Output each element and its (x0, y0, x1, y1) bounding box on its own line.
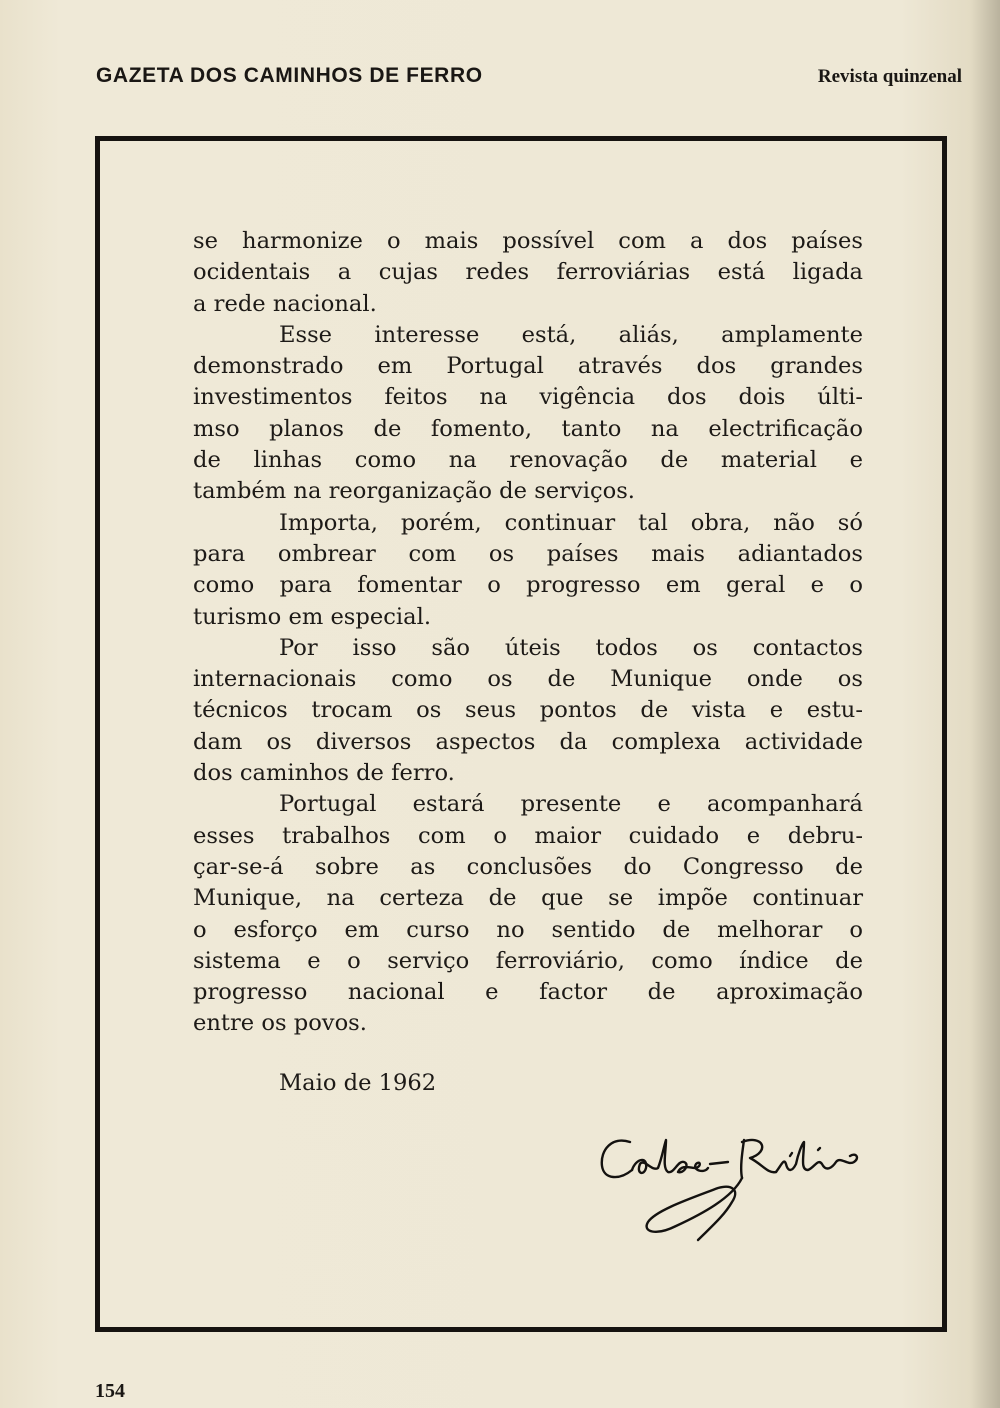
text-line: Importa, porém, continuar tal obra, não só (279, 509, 863, 536)
text-line: Munique, na certeza de que se impõe continuar (193, 885, 863, 912)
text-line: para ombrear com os países mais adiantados (193, 540, 863, 567)
text-line: entre os povos. (193, 1010, 367, 1037)
dateline: Maio de 1962 (279, 1070, 437, 1096)
text-line: progresso nacional e factor de aproximação (193, 979, 863, 1006)
text-line: Portugal estará presente e acompanhará (279, 791, 863, 818)
text-line: çar-se-á sobre as conclusões do Congresso de (193, 853, 863, 880)
handwritten-signature (592, 1128, 867, 1248)
article-body (193, 226, 863, 1040)
text-line: demonstrado em Portugal através dos grandes (193, 353, 863, 380)
text-line: Por isso são úteis todos os contactos (279, 634, 863, 661)
text-line: se harmonize o mais possível com a dos países (193, 228, 863, 254)
text-line: de linhas como na renovação de material e (193, 447, 863, 474)
text-line: o esforço em curso no sentido de melhorar o (193, 916, 863, 943)
text-line: ocidentais a cujas redes ferroviárias está ligada (193, 259, 863, 286)
text-line: a rede nacional. (193, 290, 377, 317)
text-line: Esse interesse está, aliás, amplamente (279, 321, 863, 348)
text-line: esses trabalhos com o maior cuidado e debru- (193, 822, 863, 849)
text-line: mso planos de fomento, tanto na electrificação (193, 415, 863, 442)
journal-subtitle: Revista quinzenal (817, 66, 962, 87)
text-line: também na reorganização de serviços. (193, 478, 635, 505)
text-line: como para fomentar o progresso em geral e o (193, 572, 863, 599)
text-line: dos caminhos de ferro. (193, 760, 455, 787)
text-line: investimentos feitos na vigência dos dois últi- (193, 384, 863, 411)
page-number: 154 (95, 1380, 125, 1402)
text-line: sistema e o serviço ferroviário, como índice de (193, 947, 863, 974)
text-line: técnicos trocam os seus pontos de vista e estu- (193, 697, 863, 724)
journal-title: GAZETA DOS CAMINHOS DE FERRO (96, 64, 483, 87)
text-line: turismo em especial. (193, 603, 431, 630)
text-line: dam os diversos aspectos da complexa actividade (193, 728, 863, 755)
text-line: internacionais como os de Munique onde os (193, 666, 863, 693)
